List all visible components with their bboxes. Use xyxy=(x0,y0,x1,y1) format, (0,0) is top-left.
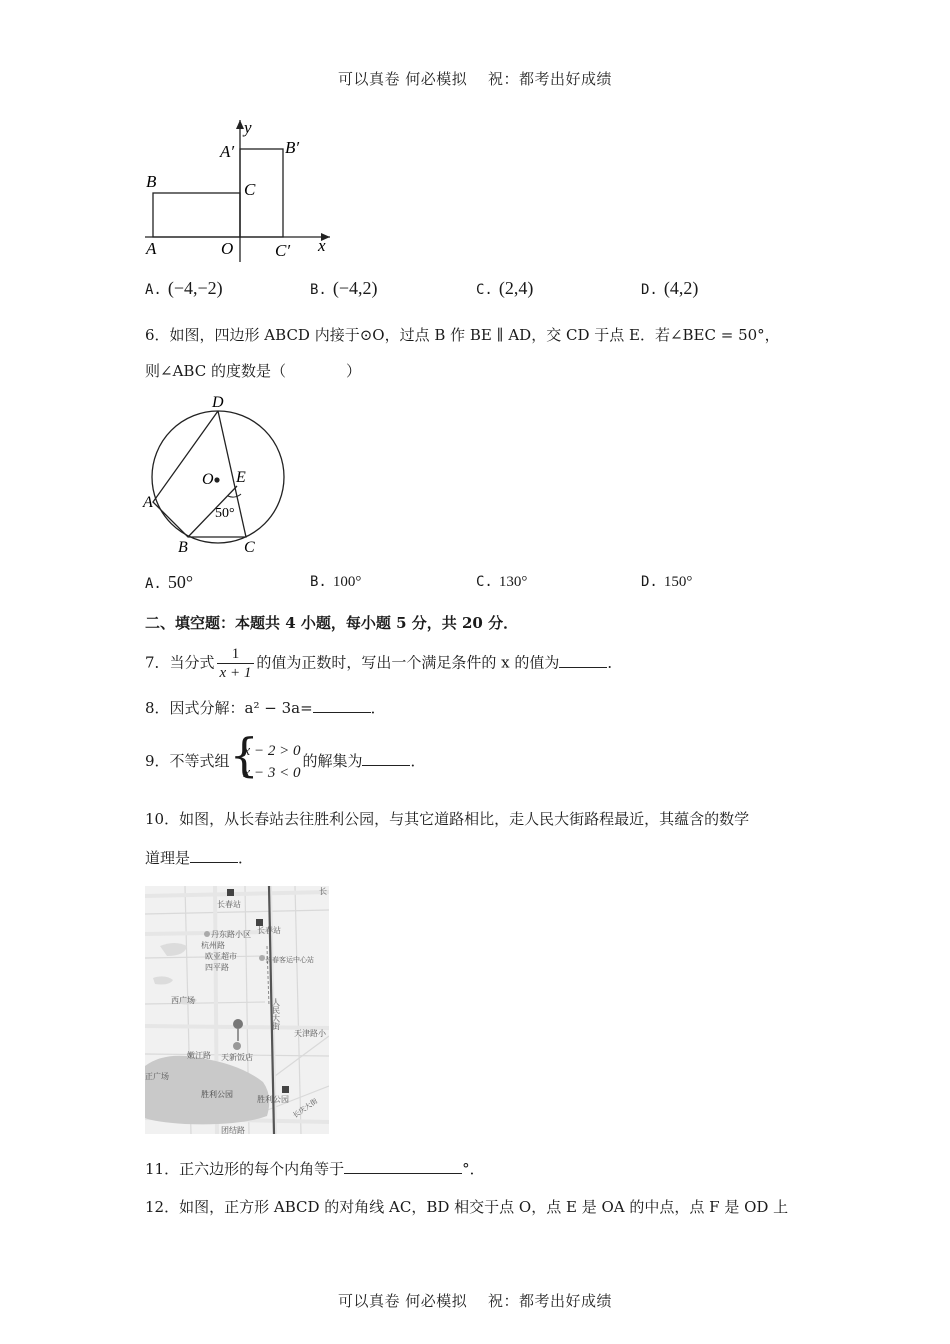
q5-option-d[interactable] xyxy=(641,278,698,299)
option-label: D. xyxy=(641,282,658,298)
rectangle-abco xyxy=(153,193,240,237)
label-nenjiang-road: 嫩江路 xyxy=(187,1051,211,1060)
q6-option-d[interactable] xyxy=(641,572,692,591)
label-xiguangchang: 西广场 xyxy=(171,996,195,1005)
question-8 xyxy=(145,697,386,718)
label-c: C xyxy=(244,539,255,556)
option-value: (4,2) xyxy=(663,278,699,298)
label-d: D xyxy=(212,394,224,411)
page-header: 可以真卷 何必模拟 祝：都考出好成绩 xyxy=(337,70,613,88)
label-c: C xyxy=(244,180,256,199)
label-e: E xyxy=(236,469,246,486)
label-zhengguangchang: 正广场 xyxy=(145,1072,169,1081)
station-marker-top xyxy=(227,889,234,896)
y-axis-arrow xyxy=(236,120,244,129)
question-6-line-2: 则∠ABC 的度数是（ ） xyxy=(145,362,361,380)
location-pin-icon xyxy=(233,1019,243,1029)
label-a: A xyxy=(143,494,153,511)
answer-blank[interactable] xyxy=(190,848,238,863)
q7-end: ． xyxy=(607,653,623,672)
q7-text-pre: 7．当分式 xyxy=(145,653,215,672)
q10-text: 道理是 xyxy=(145,849,191,867)
label-siping-road: 四平路 xyxy=(205,963,229,972)
label-a-prime: A′ xyxy=(220,142,235,161)
section-2-heading: 二、填空题：本题共 4 小题，每小题 5 分，共 20 分． xyxy=(145,614,519,632)
label-dandong-road: 丹东路小区 xyxy=(211,930,251,939)
question-11 xyxy=(145,1158,485,1179)
label-changchun-station: 长春站 xyxy=(257,926,281,935)
option-label: B. xyxy=(310,574,327,590)
map-figure xyxy=(145,886,329,1134)
fraction xyxy=(217,645,255,682)
station-marker-main xyxy=(256,919,263,926)
q5-option-b[interactable] xyxy=(310,278,378,299)
option-value: (−4,2) xyxy=(332,278,378,298)
label-chang-corner: 长 xyxy=(319,887,327,896)
label-c-prime: C′ xyxy=(275,241,291,260)
question-7 xyxy=(145,645,622,682)
label-b-prime: B′ xyxy=(285,138,300,157)
option-value: 100° xyxy=(332,574,362,590)
label-shengli-park-station: 胜利公园 xyxy=(257,1095,289,1104)
inequality-system xyxy=(229,728,301,784)
q11-text-pre: 11．正六边形的每个内角等于 xyxy=(145,1160,345,1178)
poi-marker-icon xyxy=(204,931,210,937)
label-y: y xyxy=(244,118,252,137)
label-ouya: 欧亚超市 xyxy=(205,952,237,961)
q6-option-b[interactable] xyxy=(310,572,361,591)
angle-arc xyxy=(228,494,241,497)
option-label: C. xyxy=(476,282,493,298)
circle-o xyxy=(152,411,284,543)
option-value: 150° xyxy=(663,574,693,590)
q9-text-pre: 9．不等式组 xyxy=(145,752,230,770)
label-b: B xyxy=(146,172,157,191)
option-label: B. xyxy=(310,282,327,298)
label-o: O xyxy=(221,239,234,258)
answer-blank[interactable] xyxy=(344,1159,462,1174)
label-bus-center: 长春客运中心站 xyxy=(265,956,314,964)
coordinate-figure xyxy=(140,115,340,265)
inequality-row-1: x − 2 > 0 xyxy=(243,743,301,759)
question-10-line-2 xyxy=(145,847,253,868)
q8-text-pre: 8．因式分解：a² − 3a= xyxy=(145,699,313,717)
option-label: C. xyxy=(476,574,493,590)
label-a: A xyxy=(146,239,157,258)
q9-end: ． xyxy=(410,752,426,770)
option-value: 130° xyxy=(498,574,528,590)
question-6-line-1: 6．如图，四边形 ABCD 内接于⊙O，过点 B 作 BE ∥ AD，交 CD 于点 E．若∠BEC = 50°， xyxy=(145,326,780,344)
q8-end: ． xyxy=(370,699,386,717)
q6-option-c[interactable] xyxy=(476,572,527,591)
label-renmin-street: 人民大街 xyxy=(271,998,281,1030)
option-value: (−4,−2) xyxy=(167,278,223,298)
option-label: D. xyxy=(641,574,658,590)
q5-option-c[interactable] xyxy=(476,278,533,299)
label-hangzhou-road: 杭州路 xyxy=(201,941,225,950)
option-value: (2,4) xyxy=(498,278,534,298)
option-label: A. xyxy=(145,282,162,298)
q9-text-post: 的解集为 xyxy=(302,752,363,770)
label-tianjin-road: 天津路小 xyxy=(294,1029,326,1038)
question-12-line-1: 12．如图，正方形 ABCD 的对角线 AC，BD 相交于点 O，点 E 是 OA 的中点，点 F 是 OD 上 xyxy=(145,1198,789,1216)
option-label: A. xyxy=(145,576,162,592)
q5-option-a[interactable] xyxy=(145,278,223,299)
label-tianxin-hotel: 天新饭店 xyxy=(221,1053,253,1062)
center-dot xyxy=(214,477,219,482)
label-angle-50: 50° xyxy=(215,506,235,521)
label-changchun-station-top: 长春站 xyxy=(217,900,241,909)
brace-icon: { xyxy=(229,728,259,782)
q6-option-a[interactable] xyxy=(145,572,193,593)
inequality-row-2: x − 3 < 0 xyxy=(243,765,301,781)
label-b: B xyxy=(178,539,188,556)
answer-blank[interactable] xyxy=(313,698,371,713)
answer-blank[interactable] xyxy=(559,653,607,668)
fraction-numerator: 1 xyxy=(217,645,255,664)
station-marker-park xyxy=(282,1086,289,1093)
answer-blank[interactable] xyxy=(362,751,410,766)
label-shengli-park: 胜利公园 xyxy=(201,1090,233,1099)
hotel-marker-icon xyxy=(233,1042,241,1050)
q10-end: ． xyxy=(238,849,254,867)
q7-text-post: 的值为正数时，写出一个满足条件的 x 的值为 xyxy=(256,653,560,672)
q11-end: °． xyxy=(462,1160,485,1178)
circle-figure xyxy=(140,392,300,562)
label-changqing-street: 长庆大街 xyxy=(291,1097,320,1120)
option-value: 50° xyxy=(167,572,194,592)
page-footer: 可以真卷 何必模拟 祝：都考出好成绩 xyxy=(337,1292,613,1310)
question-10-line-1: 10．如图，从长春站去往胜利公园，与其它道路相比，走人民大街路程最近，其蕴含的数学 xyxy=(145,810,750,828)
label-x: x xyxy=(318,236,326,255)
label-o: O xyxy=(202,471,214,488)
question-9 xyxy=(145,728,426,784)
fraction-denominator: x + 1 xyxy=(219,665,252,681)
label-tuanjie-road: 团结路 xyxy=(221,1126,245,1134)
